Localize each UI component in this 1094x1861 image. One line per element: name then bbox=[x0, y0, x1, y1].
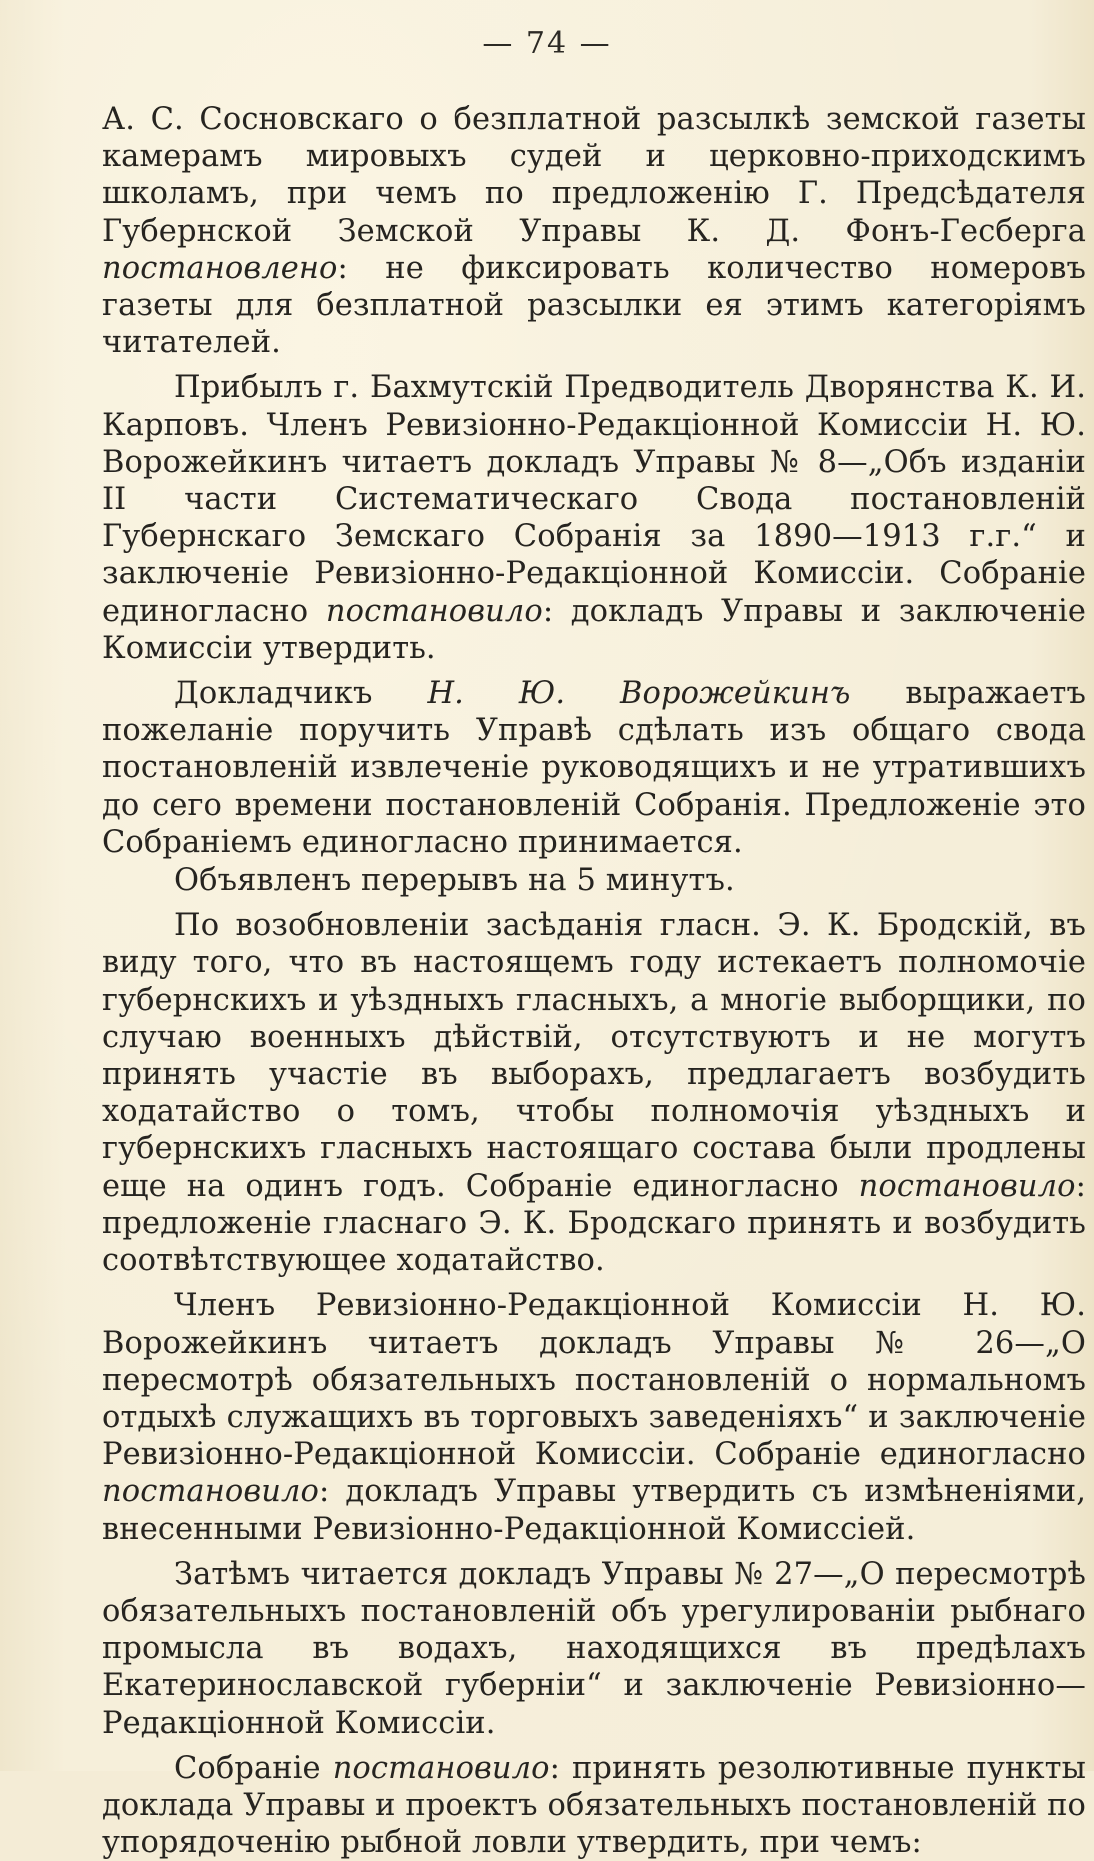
paragraph-report-26 bbox=[102, 1287, 1086, 1547]
paragraph-report-8 bbox=[102, 369, 1086, 667]
paragraph-text: А. С. Сосновскаго о безплатной разсылкѣ земской газеты камерамъ мировыхъ судей и церковно-приходскимъ школамъ, при чемъ по предложенію Г. Предсѣдателя Губернской Земской Управы К. Д. Фонъ-Гесберга bbox=[102, 102, 1086, 249]
paragraph-recess: Объявленъ перерывъ на 5 минутъ. bbox=[174, 863, 735, 899]
paragraph-text: : не фиксировать количество номеровъ газеты для безплатной разсылки ея этимъ категоріямъ читателей. bbox=[102, 250, 1086, 361]
paragraph-report-27: Затѣмъ читается докладъ Управы № 27—„О пересмотрѣ обязательныхъ постановленій объ урегулированіи рыбнаго промысла въ водахъ, находящихся въ предѣлахъ Екатеринославской губерніи“ и заключеніе Ревизіонно—Редакціонной Комиссіи. bbox=[102, 1556, 1086, 1741]
paragraph-fishing-resolution bbox=[102, 1750, 1086, 1861]
paragraph-text: : принять резолютивные пункты доклада Управы и проектъ обязательныхъ постановленій по упорядоченію рыбной ловли утвердить, при чемъ: bbox=[102, 1750, 1086, 1861]
paragraph-text: выражаетъ пожеланіе поручить Управѣ сдѣлать изъ общаго свода постановленій извлеченіе руководящихъ и не утратившихъ до сего времени постановленій Собранія. Предложеніе это Собраніемъ единогласно принимается. bbox=[102, 676, 1086, 860]
paragraph-text: Прибылъ г. Бахмутскій Предводитель Дворянства К. И. Карповъ. Членъ Ревизіонно-Редакціонной Комиссіи Н. Ю. Ворожейкинъ читаетъ докладъ Управы № 8—„Объ изданіи II части Систематическаго Свода постановленій Губернскаго Земскаго Собранія за 1890—1913 г.г.“ и заключеніе Ревизіонно-Редакціонной Комиссіи. Собраніе единогласно bbox=[102, 370, 1086, 629]
emphasis-resolution: постановило bbox=[858, 1168, 1076, 1204]
emphasis-resolution: постановило bbox=[332, 1750, 550, 1786]
paragraph-text: Собраніе bbox=[174, 1750, 333, 1786]
body-text bbox=[102, 101, 1086, 1861]
paragraph-brodsky-proposal bbox=[102, 907, 1086, 1279]
paragraph-text: : предложеніе гласнаго Э. К. Бродскаго принять и возбудить соотвѣтствующее ходатайство. bbox=[102, 1168, 1086, 1279]
paragraph-text: Членъ Ревизіонно-Редакціонной Комиссіи Н. Ю. Ворожейкинъ читаетъ докладъ Управы № 26—„О пересмотрѣ обязательныхъ постановленій о нормальномъ отдыхѣ служащихъ въ торговыхъ заведеніяхъ“ и заключеніе Ревизіонно-Редакціонной Комиссіи. Собраніе единогласно bbox=[102, 1288, 1086, 1473]
paragraph-vorozheikin-wish bbox=[102, 675, 1086, 861]
paragraph-text: По возобновленіи засѣданія гласн. Э. К. Бродскій, въ виду того, что въ настоящемъ году истекаетъ полномочіе губернскихъ и уѣздныхъ гласныхъ, а многіе выборщики, по случаю военныхъ дѣйствій, отсутствуютъ и не могутъ принять участіе въ выборахъ, предлагаетъ возбудить ходатайство о томъ, чтобы полномочія уѣздныхъ и губернскихъ гласныхъ настоящаго состава были продлены еще на одинъ годъ. Собраніе единогласно bbox=[102, 908, 1086, 1204]
emphasis-speaker-name: Н. Ю. Ворожейкинъ bbox=[427, 676, 851, 712]
paragraph-text: : докладъ Управы утвердить съ измѣненіями, внесенными Ревизіонно-Редакціонной Комиссіей. bbox=[102, 1474, 1086, 1547]
paragraph-text: : докладъ Управы и заключеніе Комиссіи утвердить. bbox=[102, 593, 1086, 666]
paragraph-sosnovsky-newspaper bbox=[102, 101, 1086, 361]
emphasis-resolution: постановило bbox=[102, 1474, 319, 1510]
paragraph-text: Докладчикъ bbox=[174, 676, 428, 712]
emphasis-resolution: постановлено bbox=[102, 250, 338, 286]
emphasis-resolution: постановило bbox=[325, 593, 543, 629]
page-number: — 74 — bbox=[482, 26, 612, 61]
